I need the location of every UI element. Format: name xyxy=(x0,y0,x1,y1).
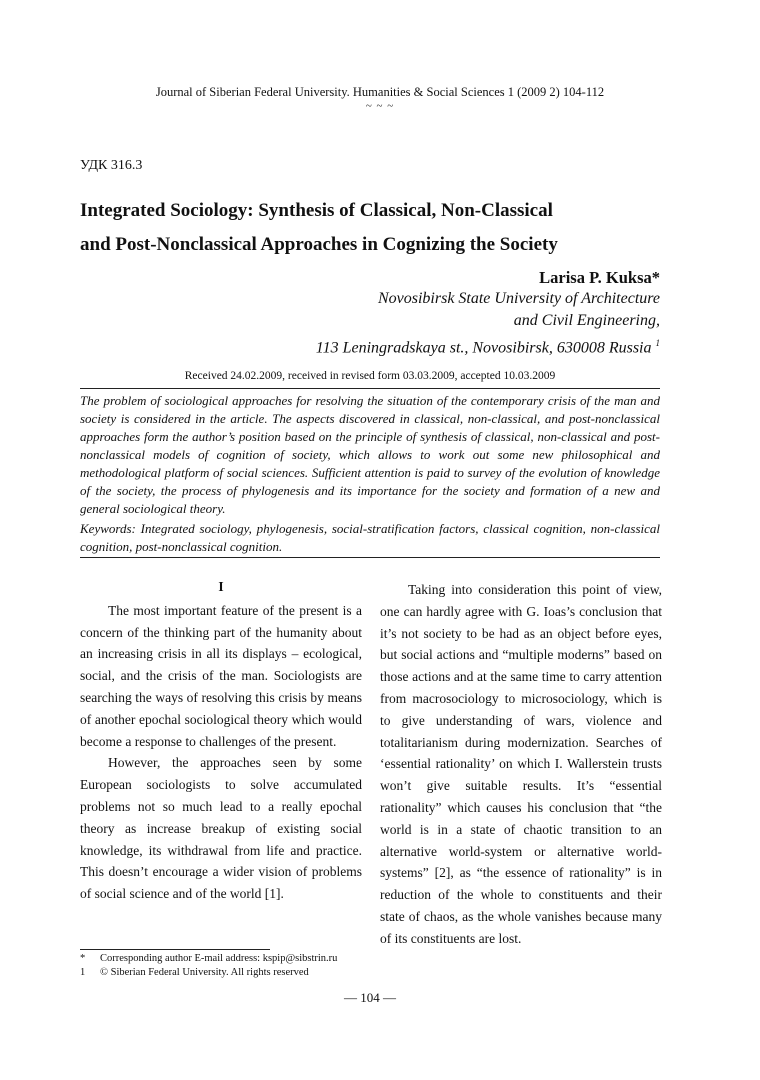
footnote-text: Corresponding author E-mail address: kspip@sibstrin.ru xyxy=(100,953,338,964)
footnote-mark: 1 xyxy=(80,967,86,978)
affiliation-line-1: Novosibirsk State University of Architecture xyxy=(377,290,660,307)
author-affiliation xyxy=(316,288,660,359)
affiliation-line-3 xyxy=(316,332,660,359)
footnote-rule xyxy=(80,949,270,950)
body-column-left xyxy=(80,576,362,905)
title-line-2: and Post-Nonclassical Approaches in Cognizing the Society xyxy=(80,234,558,255)
author-name: Larisa P. Kuksa* xyxy=(539,268,660,287)
abstract-top-rule xyxy=(80,388,660,389)
footnote-mark: * xyxy=(80,953,86,964)
affiliation-address: 113 Leningradskaya st., Novosibirsk, 630008 Russia xyxy=(315,339,652,357)
section-heading: I xyxy=(218,579,224,594)
footnote xyxy=(80,967,309,978)
paragraph: The most important feature of the present is a concern of the thinking part of the humanity about an increasing crisis in all its displays – ecological, social, and the crisis of the man. Sociologists are searching the ways of resolving this crisis by means of another epochal sociological theory which would become a response to challenges of the present. xyxy=(80,602,362,749)
received-dates: Received 24.02.2009, received in revised form 03.03.2009, accepted 10.03.2009 xyxy=(184,370,556,382)
affiliation-line-2: and Civil Engineering, xyxy=(513,312,660,329)
journal-header: Journal of Siberian Federal University. Humanities & Social Sciences 1 (2009 2) 104-112 xyxy=(155,85,605,99)
article-title xyxy=(80,194,680,262)
page-number: — 104 — xyxy=(344,990,396,1005)
footnote xyxy=(80,953,337,964)
udk-code: УДК 316.3 xyxy=(80,158,143,173)
header-separator: ~ ~ ~ xyxy=(365,100,395,112)
paragraph: Taking into consideration this point of view, one can hardly agree with G. Ioas’s conclusion that it’s not society to be had as an object before eyes, but social actions and “multiple moderns” based on those actions and at the same time to carry attention from macrosociology to microsociology, which is to give understanding of wars, violence and totalitarianism during modernization. Searches of ‘essential rationality’ on which I. Wallerstein trusts won’t give suitable results. It’s “essential rationality” which causes his conclusion that “the world is in a state of chaotic transition to an alternative world-system or alternative world-systems” [2], as “the essence of rationality” is in reduction of the whole to constituents and their state of chaos, as the whole vanishes because many of its constituents are lost. xyxy=(380,582,662,946)
abstract: The problem of sociological approaches for resolving the situation of the contemporary crisis of the man and society is considered in the article. The aspects discovered in classical, non-classical, and post-nonclassical approaches form the author’s position based on the principle of synthesis of classical, non-classical and post-nonclassical models of cognition of society, which allows to work out some new philosophical and methodological platform of social sciences. Sufficient attention is paid to survey of the evolution of knowledge of the society, the process of phylogenesis and its importance for the society and formation of a new and general sociological theory. xyxy=(80,393,660,516)
footnote-text: © Siberian Federal University. All rights reserved xyxy=(100,967,309,978)
paragraph: However, the approaches seen by some European sociologists to solve accumulated problems not so much lead to a really epochal theory as increase breakup of existing social knowledge, its withdrawal from life and practice. This doesn’t encourage a wider vision of problems of social science and of the world [1]. xyxy=(80,755,362,902)
abstract-bottom-rule xyxy=(80,557,660,558)
body-column-right xyxy=(380,579,662,950)
keywords: Keywords: Integrated sociology, phylogenesis, social-stratification factors, classical cognition, non-classical cognition, post-nonclassical cognition. xyxy=(80,521,660,554)
title-line-1: Integrated Sociology: Synthesis of Classical, Non-Classical xyxy=(80,200,553,221)
affiliation-footnote-mark: 1 xyxy=(655,338,660,348)
